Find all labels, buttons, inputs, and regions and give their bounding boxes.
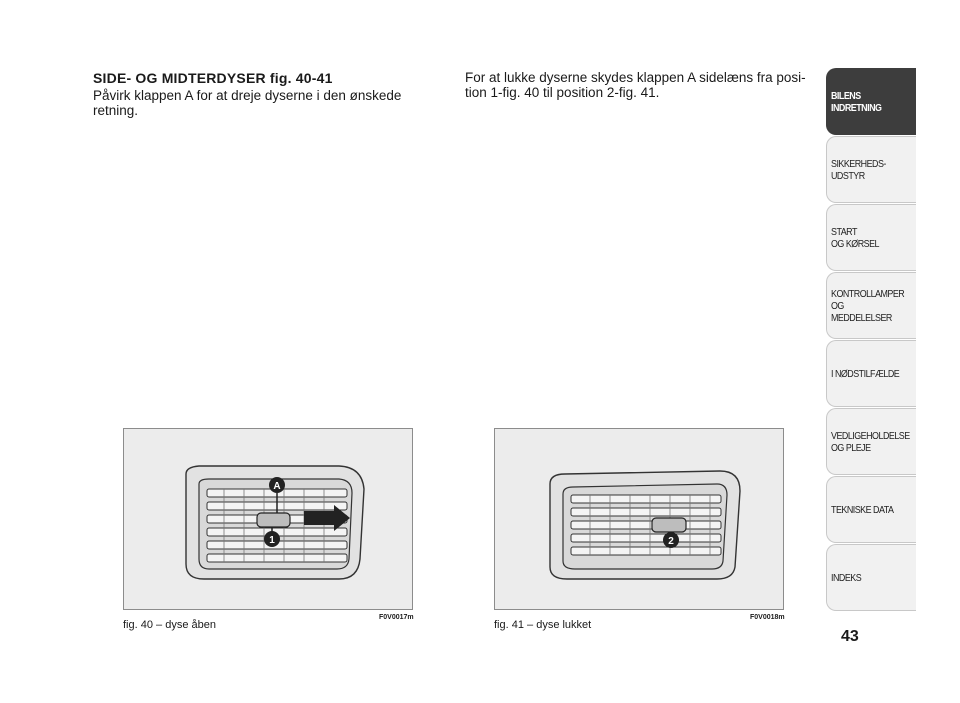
tab-vedligeholdelse[interactable]: VEDLIGEHOLDELSE OG PLEJE bbox=[826, 408, 916, 475]
figure-41-vent-closed bbox=[494, 428, 784, 610]
callout-2: 2 bbox=[668, 536, 674, 547]
tab-indeks[interactable]: INDEKS bbox=[826, 544, 916, 611]
figure-40-vent-open bbox=[123, 428, 413, 610]
tab-sikkerhedsudstyr[interactable]: SIKKERHEDS- UDSTYR bbox=[826, 136, 916, 203]
section-heading: SIDE- OG MIDTERDYSER fig. 40-41 bbox=[93, 70, 333, 86]
figure-41-caption: fig. 41 – dyse lukket bbox=[494, 619, 592, 631]
callout-a: A bbox=[273, 481, 281, 492]
vent-flap-a bbox=[652, 518, 686, 532]
instruction-text-left: Påvirk klappen A for at dreje dyserne i den ønskede retning. bbox=[93, 88, 402, 118]
instruction-text-right: For at lukke dyserne skydes klappen A sidelæns fra posi-tion 1-fig. 40 til position 2-fig. 41. bbox=[465, 70, 806, 100]
tab-kontrollamper[interactable]: KONTROLLAMPER OG MEDDELELSER bbox=[826, 272, 916, 339]
tab-tekniske-data[interactable]: TEKNISKE DATA bbox=[826, 476, 916, 543]
callout-1: 1 bbox=[269, 535, 275, 546]
vent-flap-a bbox=[257, 513, 290, 527]
chapter-tabs bbox=[826, 68, 916, 612]
tab-i-nodstilfaelde[interactable]: I NØDSTILFÆLDE bbox=[826, 340, 916, 407]
figure-40-caption: fig. 40 – dyse åben bbox=[123, 619, 216, 631]
tab-start-og-korsel[interactable]: START OG KØRSEL bbox=[826, 204, 916, 271]
tab-bilens-indretning[interactable]: BILENS INDRETNING bbox=[826, 68, 916, 135]
figure-40-code: F0V0017m bbox=[379, 614, 414, 621]
page-number: 43 bbox=[841, 628, 859, 645]
figure-41-code: F0V0018m bbox=[750, 614, 785, 621]
